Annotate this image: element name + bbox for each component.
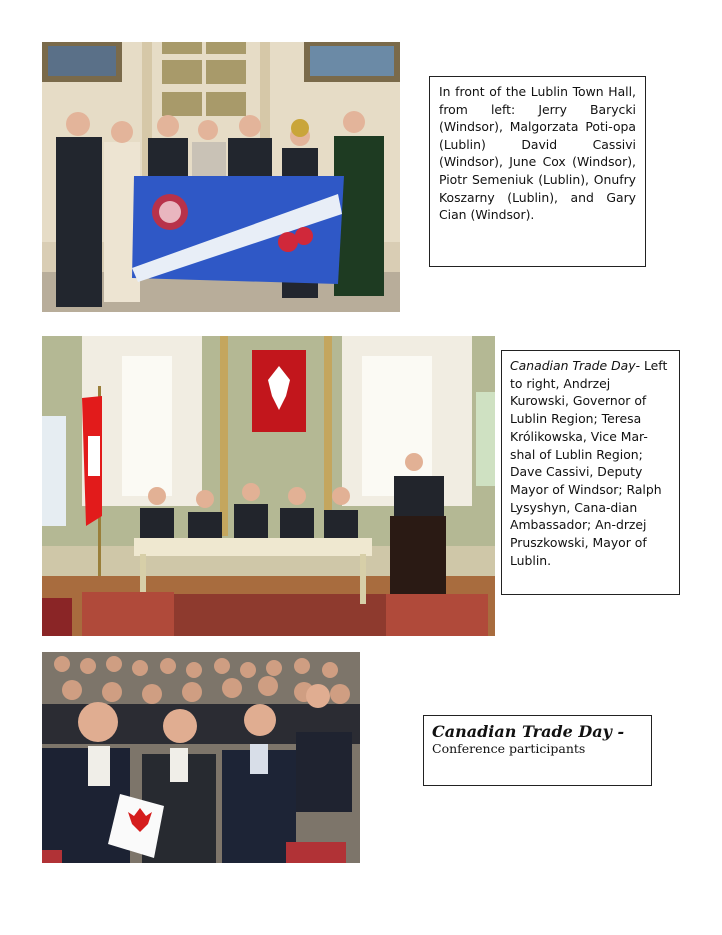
caption-conference-table bbox=[501, 350, 680, 595]
caption-participants-title: Canadian Trade Day - bbox=[432, 722, 625, 741]
caption-town-hall bbox=[429, 76, 646, 267]
caption-participants bbox=[423, 715, 652, 786]
caption-conference-table-title: Canadian Trade Day bbox=[510, 358, 636, 373]
photo-town-hall-group bbox=[42, 42, 400, 312]
photo-conference-table bbox=[42, 336, 495, 636]
caption-town-hall-text: In front of the Lublin Town Hall, from left: Jerry Barycki (Windsor), Malgorzata Poti-opa (Lublin) David Cassivi (Windsor), June Cox (Windsor), Piotr Semeniuk (Lublin), Onufry Koszarny (Lublin), and Gary Cian (Windsor). bbox=[439, 84, 636, 223]
caption-conference-table-body: - Left to right, Andrzej Kurowski, Governor of Lublin Region; Teresa Królikowska, Vice Mar-shal of Lublin Region; Dave Cassivi, Deputy Mayor of Windsor; Ralph Lysyshyn, Cana-dian Ambassador; An-drzej Pruszkowski, Mayor of Lublin. bbox=[510, 358, 668, 568]
caption-participants-subtitle: Conference participants bbox=[432, 741, 586, 756]
photo-conference-participants bbox=[42, 652, 360, 863]
caption-conference-table-text bbox=[510, 357, 671, 569]
